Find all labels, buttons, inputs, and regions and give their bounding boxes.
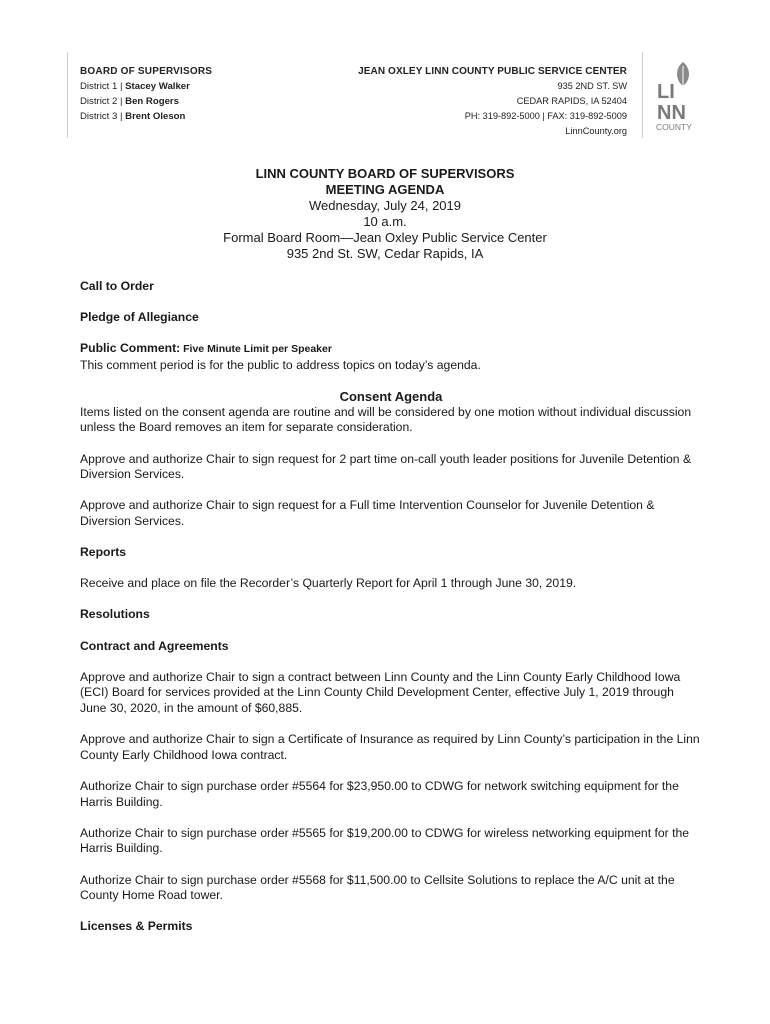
district-3-supervisor: Brent Oleson bbox=[125, 111, 186, 122]
agenda-title-block bbox=[0, 166, 770, 262]
service-center-website: LinnCounty.org bbox=[565, 126, 627, 136]
district-2: District 2 | Ben Rogers bbox=[80, 96, 179, 107]
service-center-address-2: CEDAR RAPIDS, IA 52404 bbox=[516, 96, 627, 106]
reports-heading: Reports bbox=[80, 545, 127, 560]
consent-item: Approve and authorize Chair to sign request for a Full time Intervention Counselor for Juvenile Detention & Diversion Services. bbox=[80, 498, 655, 528]
letterhead-left-rule bbox=[67, 52, 68, 138]
district-3: District 3 | Brent Oleson bbox=[80, 111, 186, 122]
public-comment-limit: Five Minute Limit per Speaker bbox=[180, 343, 332, 356]
contract-item: Authorize Chair to sign purchase order #5565 for $19,200.00 to CDWG for wireless networking equipment for the Harris Building. bbox=[80, 825, 690, 856]
board-title: BOARD OF SUPERVISORS bbox=[80, 66, 213, 77]
agenda-title-line-1: LINN COUNTY BOARD OF SUPERVISORS bbox=[255, 166, 515, 181]
linn-county-logo bbox=[655, 60, 705, 132]
pledge-heading: Pledge of Allegiance bbox=[80, 310, 199, 325]
consent-item: Approve and authorize Chair to sign request for 2 part time on-call youth leader positions for Juvenile Detention & Diversion Services. bbox=[80, 451, 692, 482]
service-center-address-1: 935 2ND ST. SW bbox=[557, 81, 627, 91]
contract-item: Authorize Chair to sign purchase order #5568 for $11,500.00 to Cellsite Solutions to replace the A/C unit at the County Home Road tower. bbox=[80, 872, 675, 903]
service-center-block bbox=[358, 64, 627, 139]
district-2-supervisor: Ben Rogers bbox=[125, 96, 179, 107]
letterhead-right-rule bbox=[642, 52, 643, 138]
call-to-order-heading: Call to Order bbox=[80, 279, 154, 293]
agenda-body bbox=[80, 279, 702, 935]
contract-item: Approve and authorize Chair to sign a Certificate of Insurance as required by Linn County’s participation in the Linn County Early Childhood Iowa contract. bbox=[80, 732, 700, 762]
service-center-title: JEAN OXLEY LINN COUNTY PUBLIC SERVICE CENTER bbox=[358, 66, 627, 77]
district-1: District 1 | Stacey Walker bbox=[80, 81, 190, 92]
licenses-heading: Licenses & Permits bbox=[80, 919, 193, 934]
logo-word: COUNTY bbox=[656, 122, 692, 132]
consent-agenda-heading: Consent Agenda bbox=[339, 389, 443, 405]
district-1-supervisor: Stacey Walker bbox=[125, 81, 190, 92]
contract-item: Approve and authorize Chair to sign a contract between Linn County and the Linn County Early Childhood Iowa (ECI) Board for services provided at the Linn County Child Development Center, effective July 1, 2019 through June 30, 2020, in the amount of $60,885. bbox=[80, 669, 681, 716]
logo-letters-bottom: NN bbox=[657, 102, 686, 124]
service-center-phone: PH: 319-892-5000 | FAX: 319-892-5009 bbox=[464, 111, 627, 121]
logo-letters-top: LI bbox=[657, 81, 675, 103]
contract-item: Authorize Chair to sign purchase order #5564 for $23,950.00 to CDWG for network switching equipment for the Harris Building. bbox=[80, 779, 679, 809]
public-comment-text: This comment period is for the public to address topics on today’s agenda. bbox=[80, 357, 481, 372]
consent-agenda-intro: Items listed on the consent agenda are routine and will be considered by one motion without individual discussion unless the Board removes an item for separate consideration. bbox=[80, 404, 692, 435]
reports-item: Receive and place on file the Recorder’s Quarterly Report for April 1 through June 30, 2019. bbox=[80, 576, 577, 591]
resolutions-heading: Resolutions bbox=[80, 607, 150, 622]
public-comment-heading: Public Comment: Five Minute Limit per Speaker bbox=[80, 341, 332, 356]
agenda-title-line-2: MEETING AGENDA bbox=[325, 182, 445, 197]
meeting-address: 935 2nd St. SW, Cedar Rapids, IA bbox=[286, 246, 484, 261]
board-of-supervisors-block bbox=[80, 64, 212, 124]
meeting-time: 10 a.m. bbox=[363, 214, 407, 229]
meeting-date: Wednesday, July 24, 2019 bbox=[308, 198, 461, 213]
meeting-location: Formal Board Room—Jean Oxley Public Service Center bbox=[223, 230, 547, 245]
contracts-heading: Contract and Agreements bbox=[80, 638, 229, 653]
